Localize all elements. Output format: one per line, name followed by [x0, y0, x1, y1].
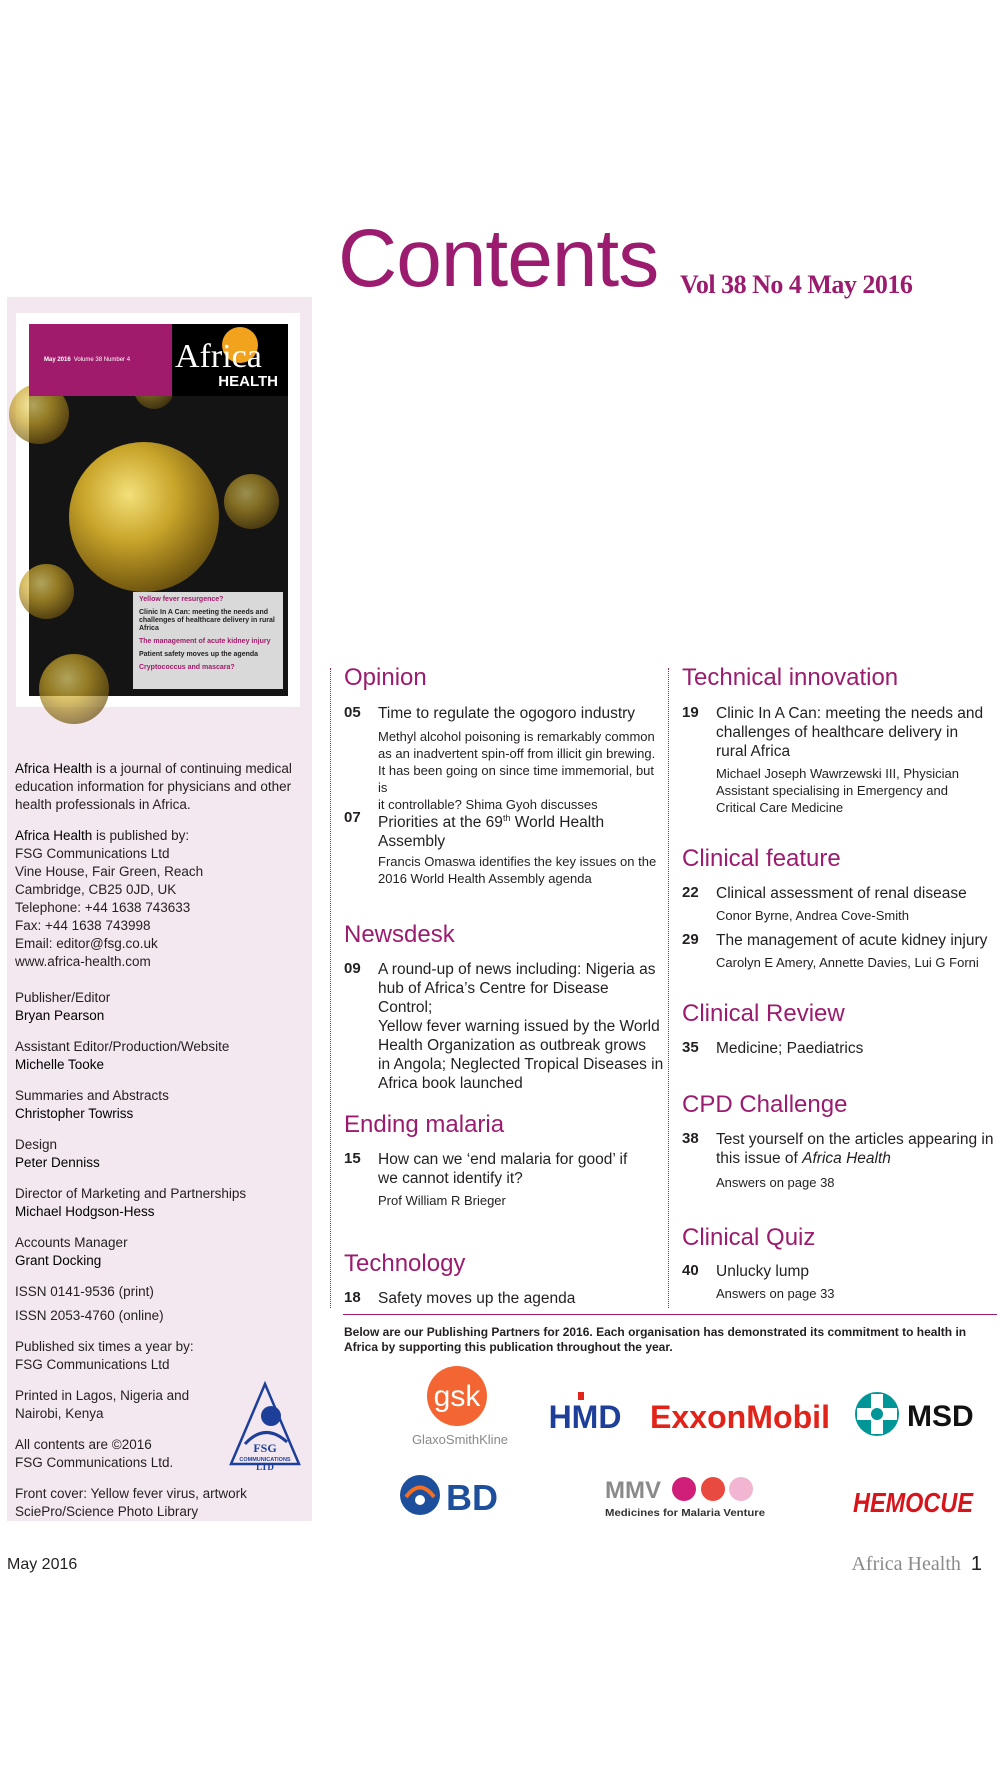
virus-particle	[69, 442, 219, 592]
toc-entry[interactable]: 19 Clinic In A Can: meeting the needs and challenges of healthcare delivery in rural Africa Michael Joseph Wawrzewski III, Physician Assistant specialising in Emergency and Critical Care Medicine	[682, 704, 984, 815]
issn-online: ISSN 2053-4760 (online)	[15, 1308, 164, 1323]
staff-marketing: Director of Marketing and Partnerships Michael Hodgson-Hess	[15, 1186, 247, 1219]
page-number: 1	[970, 1553, 982, 1575]
column-rule	[330, 668, 331, 1308]
svg-text:COMMUNICATIONS: COMMUNICATIONS	[239, 1457, 291, 1463]
toc-entry[interactable]: 18 Safety moves up the agenda	[344, 1289, 576, 1307]
published-frequency: Published six times a year by: FSG Communications Ltd	[15, 1339, 194, 1372]
footer-journal: Africa Health 1	[851, 1553, 982, 1575]
svg-text:GlaxoSmithKline: GlaxoSmithKline	[411, 1432, 509, 1447]
staff-design: Design Peter Denniss	[15, 1137, 100, 1170]
cover-frame	[16, 313, 300, 707]
svg-text:BD: BD	[446, 1477, 498, 1518]
page-title: Contents	[338, 213, 659, 304]
printed-location: Printed in Lagos, Nigeria and Nairobi, Kenya	[15, 1388, 190, 1421]
cover-image[interactable]	[29, 324, 288, 696]
intro-text: Africa Health is a journal of continuing medical education information for physicians and other health professionals in Africa.	[15, 761, 292, 812]
toc-entry[interactable]: 22 Clinical assessment of renal disease Conor Byrne, Andrea Cove-Smith	[682, 884, 967, 923]
staff-assistant-editor: Assistant Editor/Production/Website Michelle Tooke	[15, 1039, 230, 1072]
staff-accounts: Accounts Manager Grant Docking	[15, 1235, 128, 1268]
column-rule	[668, 668, 669, 1308]
partners-intro: Below are our Publishing Partners for 2016. Each organisation has demonstrated its commitment to health in Africa by supporting this publication throughout the year.	[344, 1325, 967, 1354]
virus-particle	[224, 474, 279, 529]
toc-entry[interactable]: 40 Unlucky lump Answers on page 33	[682, 1262, 835, 1301]
copyright: All contents are ©2016 FSG Communications Ltd.	[15, 1437, 174, 1470]
cover-logo: Africa HEALTH	[172, 324, 288, 396]
svg-text:HMD: HMD	[548, 1399, 622, 1435]
section-heading-newsdesk: Newsdesk	[344, 921, 455, 948]
toc-entry[interactable]: 29 The management of acute kidney injury Carolyn E Amery, Annette Davies, Lui G Forni	[682, 931, 988, 970]
section-heading-cpd-challenge: CPD Challenge	[682, 1091, 848, 1118]
toc-entry[interactable]: 35 Medicine; Paediatrics	[682, 1039, 864, 1057]
svg-text:ExxonMobil: ExxonMobil	[650, 1399, 830, 1435]
staff-publisher: Publisher/Editor Bryan Pearson	[15, 990, 111, 1023]
svg-text:LTD: LTD	[256, 1462, 274, 1472]
issue-line: Vol 38 No 4 May 2016	[680, 270, 913, 299]
mmv-logo[interactable]	[603, 1474, 773, 1522]
publisher-block: Africa Health is published by: FSG Communications Ltd Vine House, Fair Green, Reach Cambridge, CB25 0JD, UK Telephone: +44 1638 743633 Fax: +44 1638 743998 Email: editor@fsg.co.uk www.africa-health.com	[15, 828, 204, 969]
partners-rule	[343, 1314, 997, 1315]
bd-logo[interactable]	[400, 1470, 515, 1520]
hmd-logo[interactable]	[545, 1390, 625, 1434]
footer-date: May 2016	[7, 1556, 78, 1573]
fsg-logo[interactable]	[229, 1382, 301, 1472]
svg-text:Medicines for Malaria Venture: Medicines for Malaria Venture	[605, 1507, 766, 1519]
virus-particle	[39, 654, 109, 724]
cover-date: May 2016 Volume 38 Number 4	[44, 357, 131, 363]
section-heading-ending-malaria: Ending malaria	[344, 1111, 505, 1138]
svg-text:MSD: MSD	[907, 1400, 974, 1433]
toc-entry[interactable]: 05 Time to regulate the ogogoro industry Methyl alcohol poisoning is remarkably common as an inadvertent spin-off from illicit gin brewing. It has been going on since time immemorial, but is it controllable? Shima Gyoh discusses	[344, 704, 656, 812]
section-heading-clinical-feature: Clinical feature	[682, 845, 841, 872]
virus-particle	[19, 564, 74, 619]
issn-print: ISSN 0141-9536 (print)	[15, 1284, 154, 1299]
fsg-logo-text: FSG	[253, 1441, 277, 1455]
cover-headlines: Yellow fever resurgence? Clinic In A Can: meeting the needs and challenges of healthcare delivery in rural Africa The management of acute kidney injury Patient safety moves up the agenda Cryptococcus and mascara?	[133, 592, 283, 689]
hemocue-logo[interactable]	[845, 1478, 980, 1522]
section-heading-technology: Technology	[344, 1250, 466, 1277]
section-heading-technical-innovation: Technical innovation	[682, 664, 899, 691]
section-heading-clinical-review: Clinical Review	[682, 1000, 845, 1027]
exxonmobil-logo[interactable]	[648, 1394, 833, 1438]
msd-logo[interactable]	[853, 1390, 983, 1440]
gsk-logo[interactable]	[395, 1366, 525, 1452]
toc-entry[interactable]: 38 Test yourself on the articles appearing in this issue of Africa Health Answers on page 38	[682, 1130, 994, 1190]
toc-entry[interactable]: 15 How can we ‘end malaria for good’ if we cannot identify it? Prof William R Brieger	[344, 1150, 628, 1208]
front-cover-credit: Front cover: Yellow fever virus, artwork SciePro/Science Photo Library	[15, 1486, 247, 1519]
staff-summaries: Summaries and Abstracts Christopher Towriss	[15, 1088, 169, 1121]
section-heading-clinical-quiz: Clinical Quiz	[682, 1224, 816, 1251]
svg-text:gsk: gsk	[433, 1380, 481, 1413]
toc-entry[interactable]: 07 Priorities at the 69th World Health Assembly Francis Omaswa identifies the key issues on the 2016 World Health Assembly agenda	[344, 809, 657, 886]
sidebar	[7, 297, 312, 1521]
svg-text:HEMOCUE: HEMOCUE	[853, 1487, 975, 1518]
section-heading-opinion: Opinion	[344, 664, 427, 691]
svg-text:MMV: MMV	[605, 1477, 661, 1504]
toc-entry[interactable]: 09 A round-up of news including: Nigeria as hub of Africa’s Centre for Disease Control; Yellow fever warning issued by the World Health Organization as outbreak grows in Angola; Neglected Tropical Diseases in Africa book launched	[344, 960, 664, 1092]
